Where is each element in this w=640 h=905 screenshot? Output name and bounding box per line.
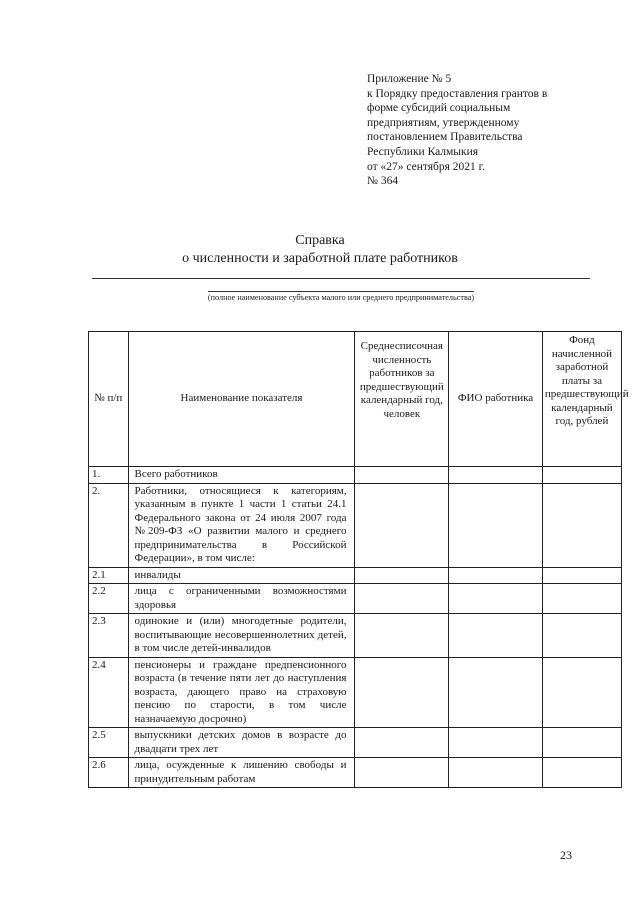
cell-avg[interactable] <box>355 657 449 728</box>
page-number: 23 <box>560 848 572 862</box>
table-row <box>89 758 622 788</box>
header-fund: Фонд начисленной заработной платы за предшествующий календарный год, рублей <box>542 332 621 467</box>
cell-fund[interactable] <box>542 567 621 584</box>
row-text: выпускники детских домов в возрасте до двадцати трех лет <box>128 728 355 758</box>
cell-fund[interactable] <box>542 758 621 788</box>
cell-fio[interactable] <box>449 483 543 567</box>
row-num: 2.2 <box>89 584 129 614</box>
cell-avg[interactable] <box>355 467 449 484</box>
cell-avg[interactable] <box>355 567 449 584</box>
cell-fio[interactable] <box>449 567 543 584</box>
cell-fio[interactable] <box>449 758 543 788</box>
cell-fio[interactable] <box>449 728 543 758</box>
row-text: пенсионеры и граждане предпенсионного возраста (в течение пяти лет до наступления возраста, дающего право на страховую пенсию по старости, в том числе назначаемую досрочно) <box>128 657 355 728</box>
cell-fio[interactable] <box>449 467 543 484</box>
cell-fund[interactable] <box>542 657 621 728</box>
row-text: лица, осужденные к лишению свободы и принудительным работам <box>128 758 355 788</box>
cell-avg[interactable] <box>355 483 449 567</box>
cell-fund[interactable] <box>542 728 621 758</box>
table-header-row <box>89 332 622 467</box>
title-line-2: о численности и заработной плате работников <box>182 251 458 266</box>
appendix-line: форме субсидий социальным <box>367 102 511 115</box>
row-text: Работники, относящиеся к категориям, указанным в пункте 1 части 1 статьи 24.1 Федерального закона от 24 июля 2007 года №209-ФЗ «О развитии малого и среднего предпринимательства в Российской Федерации», в том числе: <box>128 483 355 567</box>
appendix-line: постановлением Правительства <box>367 131 523 144</box>
title-line-1: Справка <box>295 233 345 248</box>
cell-avg[interactable] <box>355 584 449 614</box>
header-name: Наименование показателя <box>128 332 355 467</box>
table-row <box>89 657 622 728</box>
table-row <box>89 584 622 614</box>
appendix-block <box>367 72 607 189</box>
appendix-line: к Порядку предоставления грантов в <box>367 87 548 100</box>
header-num: № п/п <box>89 332 129 467</box>
table-row <box>89 483 622 567</box>
entity-name-line <box>92 278 590 279</box>
table-row <box>89 614 622 658</box>
appendix-line: Республики Калмыкия <box>367 145 479 158</box>
row-num: 2.5 <box>89 728 129 758</box>
cell-fio[interactable] <box>449 614 543 658</box>
cell-fund[interactable] <box>542 467 621 484</box>
header-avg-count: Среднесписочная численность работников за предшествующий календарный год, человек <box>355 332 449 467</box>
row-text: Всего работников <box>128 467 355 484</box>
cell-fio[interactable] <box>449 657 543 728</box>
row-num: 2.1 <box>89 567 129 584</box>
row-text: инвалиды <box>128 567 355 584</box>
row-num: 2.4 <box>89 657 129 728</box>
entity-name-caption <box>92 293 590 303</box>
cell-avg[interactable] <box>355 614 449 658</box>
document-title <box>0 232 640 268</box>
table-row <box>89 728 622 758</box>
entity-name-caption-text: (полное наименование субъекта малого или среднего предпринимательства) <box>207 293 475 302</box>
table-row <box>89 467 622 484</box>
header-fio: ФИО работника <box>449 332 543 467</box>
appendix-line: № 364 <box>367 175 399 188</box>
staff-table <box>88 331 629 788</box>
cell-fund[interactable] <box>542 584 621 614</box>
appendix-line: Приложение № 5 <box>367 73 452 85</box>
row-num: 2.3 <box>89 614 129 658</box>
row-text: лица с ограниченными возможностями здоровья <box>128 584 355 614</box>
cell-avg[interactable] <box>355 728 449 758</box>
cell-fio[interactable] <box>449 584 543 614</box>
appendix-line: предприятиям, утвержденному <box>367 116 520 129</box>
row-text: одинокие и (или) многодетные родители, воспитывающие несовершеннолетних детей, в том числе детей-инвалидов <box>128 614 355 658</box>
table-row <box>89 567 622 584</box>
row-num: 2. <box>89 483 129 567</box>
row-num: 1. <box>89 467 129 484</box>
cell-fund[interactable] <box>542 614 621 658</box>
appendix-line: от «27» сентября 2021 г. <box>367 160 485 173</box>
cell-avg[interactable] <box>355 758 449 788</box>
row-num: 2.6 <box>89 758 129 788</box>
cell-fund[interactable] <box>542 483 621 567</box>
